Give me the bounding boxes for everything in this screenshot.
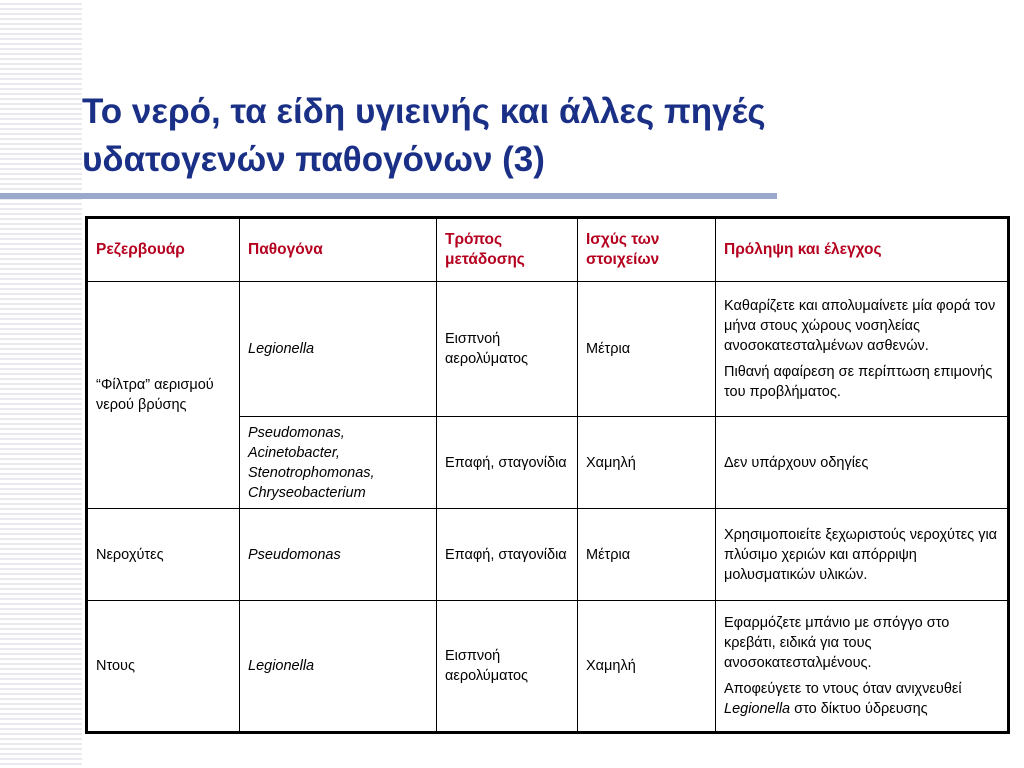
- pathogens-table: [85, 216, 1010, 734]
- cell-evidence: Μέτρια: [578, 509, 716, 601]
- cell-prevention: Δεν υπάρχουν οδηγίες: [716, 417, 1009, 509]
- header-transmission: Τρόπος μετάδοσης: [437, 218, 578, 282]
- cell-pathogen: Pseudomonas: [240, 509, 437, 601]
- slide-title: [82, 88, 1012, 184]
- header-pathogens: Παθογόνα: [240, 218, 437, 282]
- prevention-text: Αποφεύγετε το ντους όταν ανιχνευθεί: [724, 681, 962, 697]
- pathogen-line: Pseudomonas,: [248, 424, 345, 441]
- cell-transmission: Εισπνοή αερολύματος: [437, 282, 578, 417]
- prevention-text: στο δίκτυο ύδρευσης: [790, 701, 928, 717]
- title-line-2: υδατογενών παθογόνων (3): [82, 140, 545, 179]
- prevention-paragraph: Καθαρίζετε και απολυμαίνετε μία φορά τον μήνα στους χώρους νοσηλείας ανοσοκατεσταλμένων ασθενών.: [724, 298, 996, 354]
- table-row: [87, 509, 1009, 601]
- prevention-pathogen-name: Legionella: [724, 701, 791, 717]
- header-reservoir: Ρεζερβουάρ: [87, 218, 240, 282]
- cell-reservoir: Ντους: [87, 601, 240, 733]
- prevention-paragraph: [724, 679, 999, 719]
- cell-pathogen: Legionella: [240, 601, 437, 733]
- cell-transmission: Επαφή, σταγονίδια: [437, 509, 578, 601]
- cell-reservoir: “Φίλτρα” αερισμού νερού βρύσης: [87, 282, 240, 509]
- pathogen-line: Acinetobacter,: [248, 444, 340, 461]
- header-evidence: Ισχύς των στοιχείων: [578, 218, 716, 282]
- table-header-row: [87, 218, 1009, 282]
- cell-prevention: [716, 601, 1009, 733]
- table-row: [87, 282, 1009, 417]
- table-row: [87, 601, 1009, 733]
- title-line-1: Το νερό, τα είδη υγιεινής και άλλες πηγές: [82, 92, 766, 131]
- cell-pathogen: [240, 417, 437, 509]
- pathogen-line: Stenotrophomonas,: [248, 464, 375, 481]
- cell-transmission: Επαφή, σταγονίδια: [437, 417, 578, 509]
- cell-prevention: Χρησιμοποιείτε ξεχωριστούς νεροχύτες για πλύσιμο χεριών και απόρριψη μολυσματικών υλικών.: [716, 509, 1009, 601]
- title-underline: [0, 193, 777, 199]
- cell-evidence: Χαμηλή: [578, 601, 716, 733]
- cell-prevention: [716, 282, 1009, 417]
- cell-transmission: Εισπνοή αερολύματος: [437, 601, 578, 733]
- prevention-paragraph: Πιθανή αφαίρεση σε περίπτωση επιμονής του προβλήματος.: [724, 364, 993, 400]
- cell-evidence: Χαμηλή: [578, 417, 716, 509]
- prevention-paragraph: Εφαρμόζετε μπάνιο με σπόγγο στο κρεβάτι, ειδικά για τους ανοσοκατεσταλμένους.: [724, 615, 950, 671]
- cell-reservoir: Νεροχύτες: [87, 509, 240, 601]
- header-prevention: Πρόληψη και έλεγχος: [716, 218, 1009, 282]
- pathogen-line: Chryseobacterium: [248, 484, 366, 501]
- cell-evidence: Μέτρια: [578, 282, 716, 417]
- cell-pathogen: Legionella: [240, 282, 437, 417]
